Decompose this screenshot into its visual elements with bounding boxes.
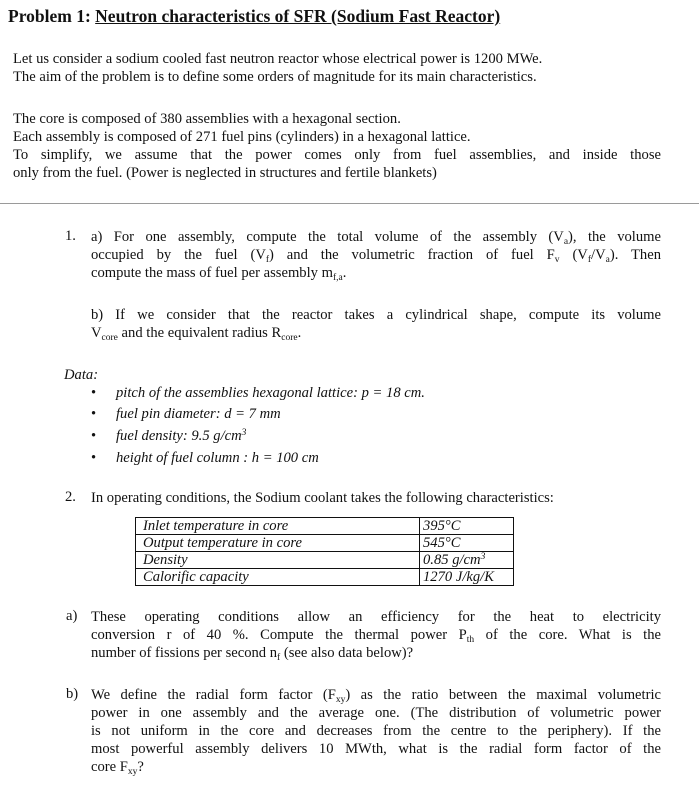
- intro-paragraph: [13, 50, 661, 86]
- table-row: [136, 569, 514, 586]
- q2a-line-2: conversion r of 40 %. Compute the thermal power $P_{th}$ of the core. What is the: [91, 627, 661, 645]
- q2b-line-1: We define the radial form factor $(F_{xy})$ as the ratio between the maximal volumetric: [91, 687, 661, 705]
- title-main: Neutron characteristics of SFR (Sodium Fast Reactor): [95, 6, 501, 26]
- q1a-line-3: compute the mass of fuel per assembly $m_{f,a}$.: [91, 265, 347, 283]
- intro-line: The aim of the problem is to define some orders of magnitude for its main characteristics.: [13, 69, 537, 85]
- q2b-line-2: power in one assembly and the average one. (The distribution of volumetric power: [91, 705, 661, 721]
- core-line: Each assembly is composed of 271 fuel pins (cylinders) in a hexagonal lattice.: [13, 129, 471, 145]
- bullet-icon: •: [91, 450, 97, 466]
- bullet-icon: •: [91, 406, 97, 422]
- core-line: To simplify, we assume that the power comes only from fuel assemblies, and inside those: [13, 147, 661, 163]
- q1a-line-1: a) For one assembly, compute the total volume of the assembly $(V_a)$, the volume: [91, 229, 661, 247]
- intro-line: Let us consider a sodium cooled fast neutron reactor whose electrical power is 1200 MWe.: [13, 51, 543, 67]
- q2b-line-3: is not uniform in the core and decreases from the centre to the periphery). If the: [91, 723, 661, 739]
- q1b-line-1: b) If we consider that the reactor takes a cylindrical shape, compute its volume: [91, 307, 661, 323]
- q1a-line-2: occupied by the fuel $(V_f)$ and the volumetric fraction of fuel $F_v$ $(V_f/V_a)$. Then: [91, 247, 661, 265]
- section-divider: [0, 203, 699, 204]
- question-2-number: 2.: [65, 489, 76, 505]
- question-1a: [91, 228, 661, 282]
- table-row: [136, 535, 514, 552]
- coolant-properties-table: [135, 517, 514, 586]
- question-1b: [91, 306, 661, 342]
- data-label: Data:: [64, 367, 99, 383]
- question-2b: [91, 686, 661, 776]
- table-cell-value: 395°C: [420, 518, 514, 535]
- q2b-line-4: most powerful assembly delivers 10 MWth, what is the radial form factor of the: [91, 741, 661, 757]
- q1b-line-2: $V_{core}$ and the equivalent radius $R_{core}$.: [91, 325, 302, 343]
- bullet-icon: •: [91, 385, 97, 401]
- q2a-line-1: These operating conditions allow an efficiency for the heat to electricity: [91, 609, 661, 625]
- question-2b-marker: b): [66, 686, 79, 702]
- table-cell-label: Calorific capacity: [136, 569, 420, 586]
- core-paragraph: [13, 110, 661, 182]
- bullet-icon: •: [91, 428, 97, 444]
- question-1-number: 1.: [65, 228, 76, 244]
- question-2a: [91, 608, 661, 662]
- title-prefix: Problem 1:: [8, 6, 96, 26]
- table-cell-value: 0.85 $g/cm^3$: [420, 552, 514, 569]
- table-cell-label: Output temperature in core: [136, 535, 420, 552]
- question-2a-marker: a): [66, 608, 78, 624]
- problem-title: [8, 6, 500, 27]
- table-cell-value: 1270 J/kg/K: [420, 569, 514, 586]
- q2a-line-3: number of fissions per second $n_f$ (see also data below)?: [91, 645, 414, 663]
- table-cell-label: Density: [136, 552, 420, 569]
- core-line: only from the fuel. (Power is neglected in structures and fertile blankets): [13, 165, 437, 181]
- table-row: [136, 518, 514, 535]
- core-line: The core is composed of 380 assemblies with a hexagonal section.: [13, 111, 401, 127]
- table-row: [136, 552, 514, 569]
- table-cell-label: Inlet temperature in core: [136, 518, 420, 535]
- q2b-line-5: core $F_{xy}$?: [91, 759, 144, 777]
- question-2-intro: In operating conditions, the Sodium coolant takes the following characteristics:: [91, 490, 554, 506]
- table-cell-value: 545°C: [420, 535, 514, 552]
- document-page: Problem 1: Neutron characteristics of SFR (Sodium Fast Reactor) Let us consider a sodium cooled fast neutron reactor whose electrical power is 1200 MWe. The aim of the problem is to define some orders of magnitude for its main characteristics. The core is composed of 380 assemblies with a hexagonal section. Each assembly is composed of 271 fuel pins (cylinders) in a hexagonal lattice. To simplify, we assume that the power comes only from fuel assemblies, and inside those only from the fuel. (Power is neglected in structures and fertile blankets) 1. a) For one assembly, compute the total volume of the assembly $(V_a)$, the volume occupied by the fuel $(V_f)$ and the volumetric fraction of fuel $F_v$ $(V_f/V_a)$. Then compute the mass of fuel per assembly $m_{f,a}$. b) If we consider that the reactor takes a cylindrical shape, compute its volume $V_{core}$ and the equivalent radius $R_{core}$. Data: • pitch of the assemblies hexagonal lattice: p = 18 cm. • fuel pin diameter: d = 7 mm • fuel density: 9.5 $g/cm^3$ • height of fuel column : h = 100 cm 2. In operating conditions, the Sodium coolant takes the following characteristics: Inlet temperature in core 395°C Output temperature in core 545°C Density 0.85 $g/cm^3$ Calorific capacity 1270 J/kg/K a) These operating conditions allow an efficiency for the heat to electricity conversion r of 40 %. Compute the thermal power $P_{th}$ of the core. What is the number of fissions per second $n_f$ (see also data below)? b) We define the radial form factor $(F_{xy})$ as the ratio between the maximal volumetric power in one assembly and the average one. (The distribution of volumetric power is not uniform in the core and decreases from the centre to the periphery). If the most powerful assembly delivers 10 MWth, what is the radial form factor of the core $F_{xy}$?: [0, 0, 699, 811]
